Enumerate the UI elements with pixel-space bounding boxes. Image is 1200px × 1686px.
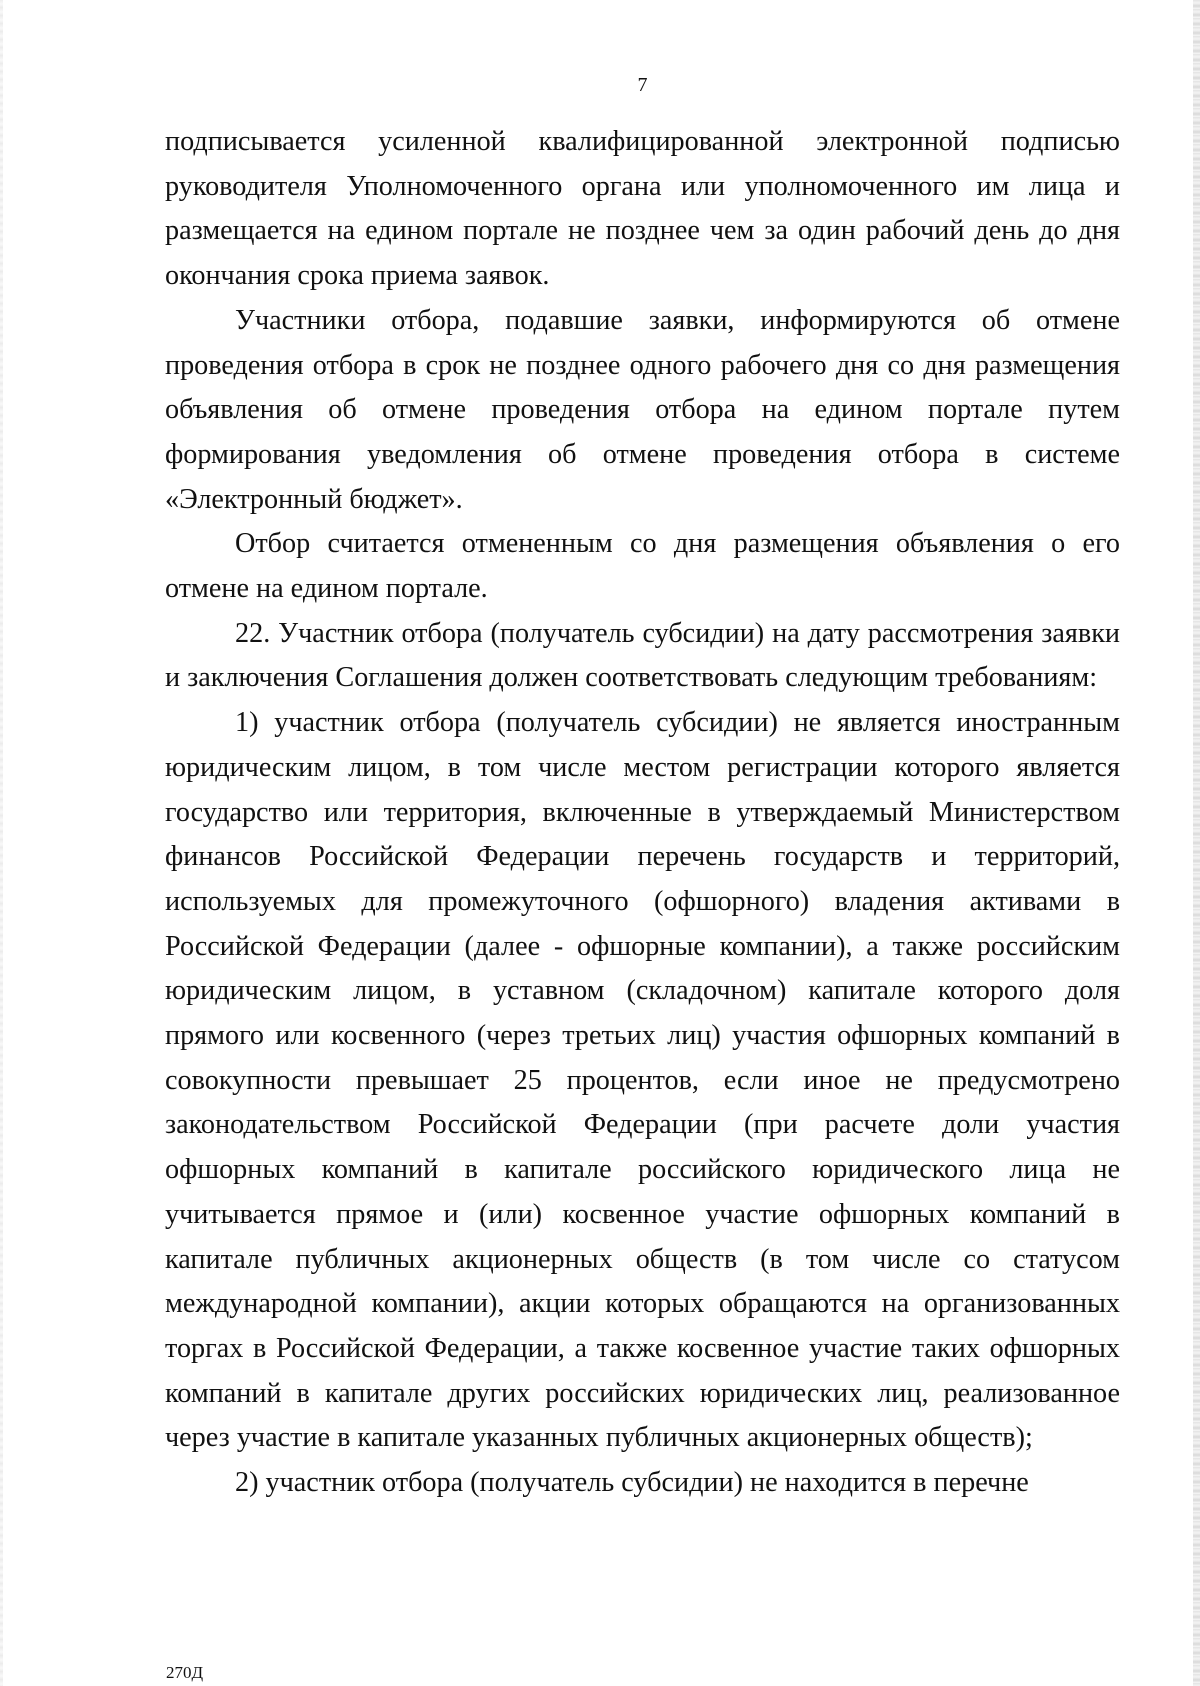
document-body (165, 120, 1120, 1506)
paragraph-cancellation: Отбор считается отмененным со дня размещения объявления о его отмене на едином портале. (165, 528, 1120, 605)
scan-edge-right (1193, 0, 1200, 1686)
paragraph-requirement-2: 2) участник отбора (получатель субсидии) не находится в перечне (235, 1467, 1029, 1499)
paragraph-requirements-intro: 22. Участник отбора (получатель субсидии) на дату рассмотрения заявки и заключения Соглашения должен соответствовать следующим требованиям: (165, 617, 1120, 694)
paragraph-signature: подписывается усиленной квалифицированной электронной подписью руководителя Уполномоченного органа или уполномоченного им лица и размещается на едином портале не позднее чем за один рабочий день до дня окончания срока приема заявок. (165, 126, 1120, 292)
paragraph-requirement-1: 1) участник отбора (получатель субсидии) не является иностранным юридическим лицом, в том числе местом регистрации которого является государство или территория, включенные в утверждаемый Министерством финансов Российской Федерации перечень государств и территорий, используемых для промежуточного (офшорного) владения активами в Российской Федерации (далее - офшорные компании), а также российским юридическим лицом, в уставном (складочном) капитале которого доля прямого или косвенного (через третьих лиц) участия офшорных компаний в совокупности превышает 25 процентов, если иное не предусмотрено законодательством Российской Федерации (при расчете доли участия офшорных компаний в капитале российского юридического лица не учитывается прямое и (или) косвенное участие офшорных компаний в капитале публичных акционерных обществ (в том числе со статусом международной компании), акции которых обращаются на организованных торгах в Российской Федерации, а также косвенное участие таких офшорных компаний в капитале других российских юридических лиц, реализованное через участие в капитале указанных публичных акционерных обществ); (165, 707, 1120, 1454)
scan-edge-left (0, 0, 3, 1686)
footer-code: 270Д (166, 1663, 204, 1682)
page-number: 7 (637, 74, 648, 96)
paragraph-notification: Участники отбора, подавшие заявки, информируются об отмене проведения отбора в срок не позднее одного рабочего дня со дня размещения объявления об отмене проведения отбора на едином портале путем формирования уведомления об отмене проведения отбора в системе «Электронный бюджет». (165, 304, 1120, 515)
